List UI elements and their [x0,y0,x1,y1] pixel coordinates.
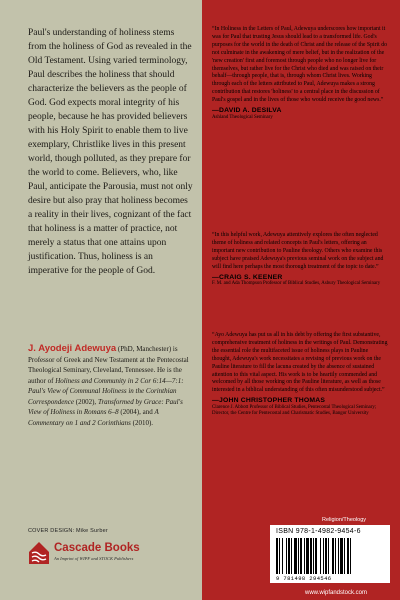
endorsement-1 [212,26,388,121]
endorsement-affiliation: F. M. and Ada Thompson Professor of Biblical Studies, Asbury Theological Seminary [212,281,381,287]
isbn-label: ISBN 978-1-4982-9454-6 [276,528,361,535]
publisher-name: Cascade Books [54,542,140,554]
category-label: Religion/Theology [322,517,367,523]
author-name: J. Ayodeji Adewuya [28,343,117,354]
endorsement-affiliation: Ashland Theological Seminary [212,114,273,120]
publisher-tagline: An Imprint of WIPF and STOCK Publishers [54,556,134,561]
book-summary: Paul's understanding of holiness stems from the holiness of God as revealed in the Old Testament. Using varied terminology, Paul describes the holiness that should characterize the believers as the people of God. God expects moral integrity of his people, because he has provided believers with his Holy Spirit to enable them to live exemplary, Christlike lives in this present world, though polluted, as they prepare for the world to come. Believers, who, like Paul, anticipate the Parousia, must not only desire but also pray that holiness becomes a reality in their lives, cognizant of the fact that holiness is a matter of practice, not merely a status that one attains upon justification. Thus, holiness is an imperative for the people of God. [28,28,193,276]
endorsement-text: “In this helpful work, Adewuya attentively explores the often neglected theme of holiness and related concepts in Paul's letters, offering an important new contribution to Pauline theology. Others who examine this subject have praised Adewuya's previous seminal work on the subject and will find here perhaps the most thorough treatment of the topic to date.” [212,232,384,270]
endorsement-text: “In Holiness in the Letters of Paul, Adewuya underscores how important it was for Paul that trusting Jesus should lead to a transformed life. God's purposes for the world in the death of Christ and the release of the Spirit do not culminate in the awakening of mere belief, but in the realization of the 'new creation' first and foremost through people who no longer live for themselves, but rather live for the Christ who died and was raised on their behalf—through people, that is, through whom Christ lives. Working through each of the letters attributed to Paul, Adewuya makes a strong contribution that restores 'holiness' to a central place in the discussion of Paul's gospel and in the lives of those who would receive the good news.” [212,26,387,104]
bio-credentials: (PhD, Manchester) is Professor of Greek and New Testament at the Pentecostal Theological Seminary, Cleveland, Tennessee. He is the author of [28,345,189,385]
cascade-books-icon [28,541,50,565]
barcode-digits: 9 781498 294546 [276,575,332,582]
bio-book-3: A Commentary on 1 and 2 Corinthians [28,408,159,427]
author-bio [28,344,194,428]
bio-book-1: Holiness and Community in 2 Cor 6:14—7:1: Paul's View of Communal Holiness in the Corinthian Correspondence [28,376,184,406]
cover-design-credit: COVER DESIGN: Mike Surber [28,528,108,534]
publisher-logo [28,541,148,569]
endorsement-text: “Ayo Adewuya has put us all in his debt by offering the first substantive, comprehensive treatment of holiness in the writings of Paul. Demonstrating the essential role the multifaceted issue of holiness plays in Pauline thought, Adewuya's work necessitates a revising of previous work on the Pauline literature to fill the lacuna created by the absence of sustained attention to this vital aspect. His work is to be heartily commended and welcomed by all those working on the Pauline literature, as well as those interested in a biblical understanding of this often misunderstood subject.” [212,332,388,394]
bio-mid-2: (2004), and [118,408,155,416]
endorsement-author: —CRAIG S. KEENER [212,273,283,281]
endorsement-author: —JOHN CHRISTOPHER THOMAS [212,397,326,405]
endorsement-2 [212,232,388,288]
bio-end: (2010). [130,418,154,427]
bio-book-2: Transformed by Grace: Paul's View of Holiness in Romans 6–8 [28,397,183,416]
publisher-website: www.wipfandstock.com [305,590,368,596]
endorsement-3 [212,332,388,418]
barcode-icon [276,538,384,574]
endorsement-author: —DAVID A. DESILVA [212,107,282,115]
bio-mid-1: (2002), [74,397,98,406]
endorsement-affiliation: Clarence J. Abbott Professor of Biblical Studies, Pentecostal Theological Seminary; Director, the Centre for Pentecostal and Charismatic Studies, Bangor University [212,405,377,417]
